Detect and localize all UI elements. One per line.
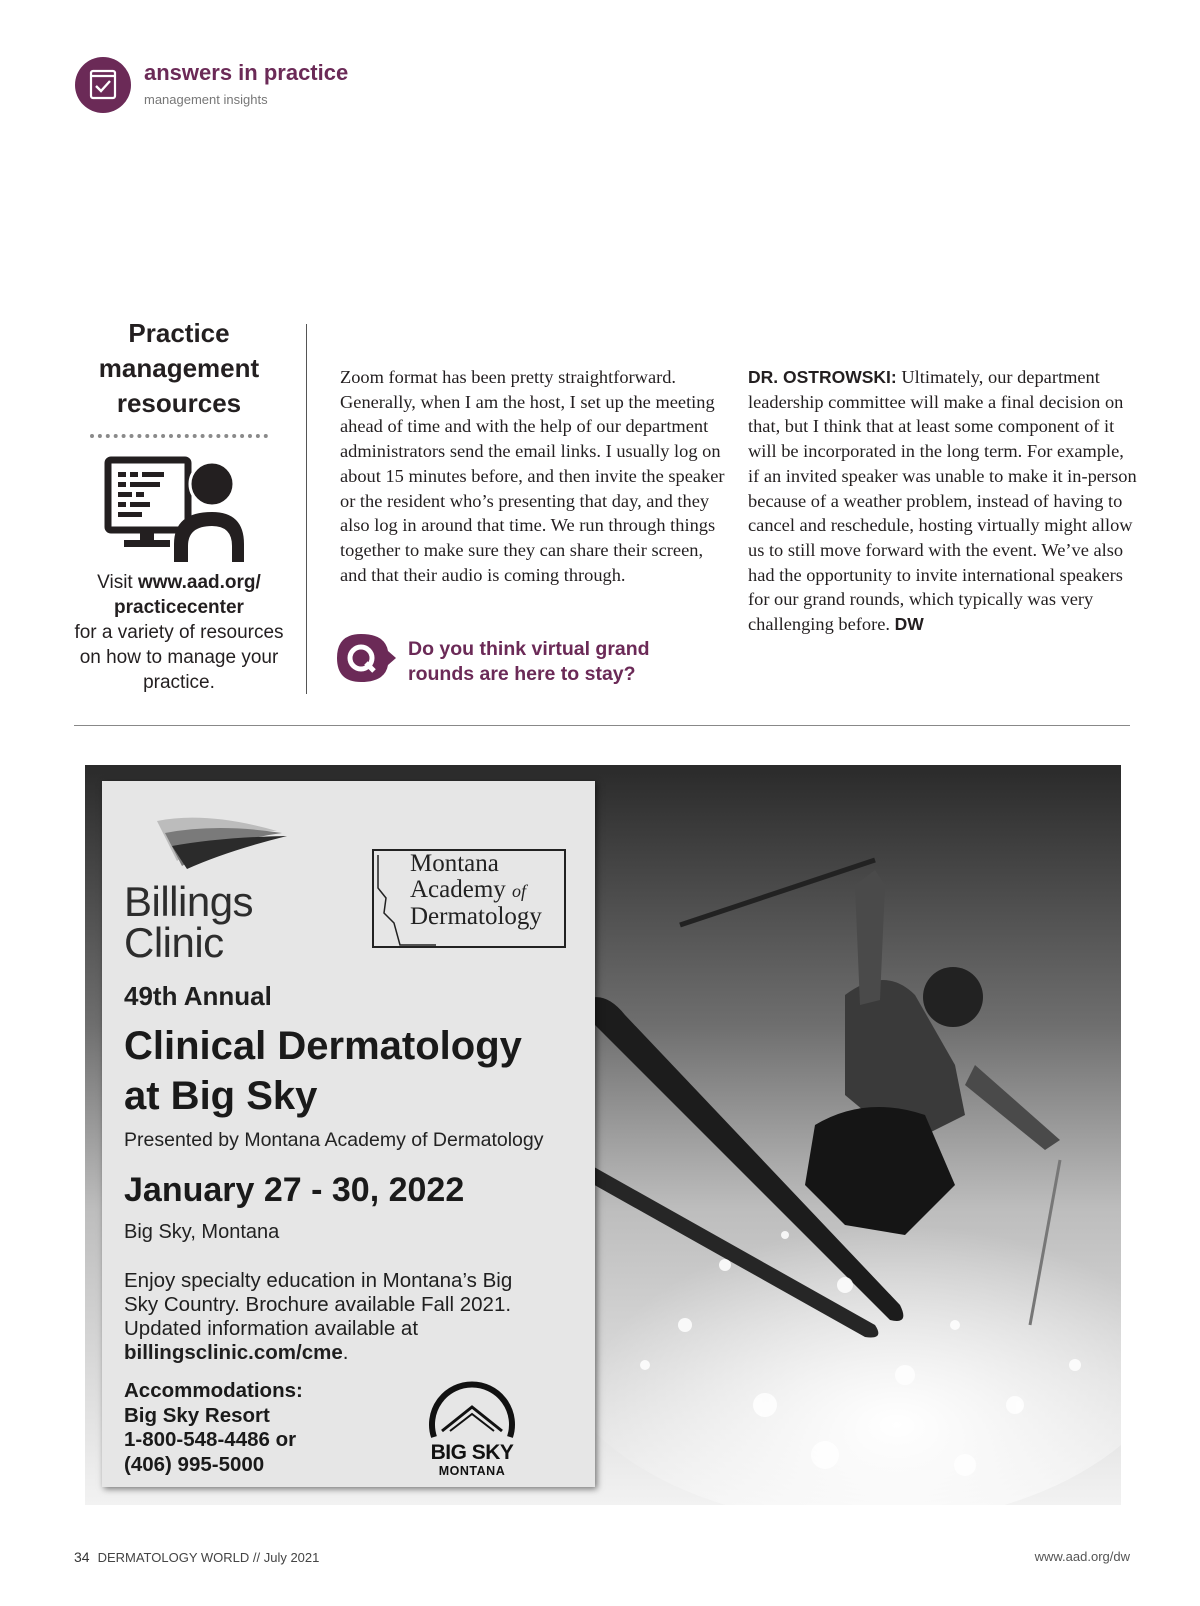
billings-line2: Clinic [124,919,224,966]
vertical-divider [306,324,307,694]
visit-prefix: Visit [97,572,138,593]
big-sky-logo-sub: MONTANA [438,1464,506,1478]
event-title-line1: Clinical Dermatology [124,1024,522,1068]
event-presenter: Presented by Montana Academy of Dermatology [124,1129,544,1151]
section-subtitle: management insights [144,92,268,107]
footer-url[interactable]: www.aad.org/dw [1034,1549,1130,1564]
academy-line2: Academy [410,876,506,903]
section-badge [75,57,131,113]
event-description [124,1269,544,1365]
answer-text: Ultimately, our department leadership committee will make a final decision on that, but I think that at least some component of it will be incorporated in the long term. For example, if an invited speaker was unable to make it in-person because of a weather problem, instead of having to cancel and reschedule, hosting virtually might allow us to still move forward with the event. We’ve also had the opportunity to invite international speakers for our grand rounds, which typically was very challenging before. [748,367,1137,635]
resort-name: Big Sky Resort [124,1403,270,1427]
accommodations-label: Accommodations: [124,1379,303,1402]
article-column-2 [748,365,1138,637]
question-icon [336,633,398,688]
resort-phone-2[interactable]: (406) 995-5000 [124,1452,265,1476]
event-title-line2: at Big Sky [124,1074,318,1118]
sidebar-description: for a variety of resources on how to manage your practice. [74,622,284,693]
billings-clinic-logo [124,878,254,966]
practicecenter-link[interactable]: www.aad.org/ [138,572,261,593]
big-sky-mountain-icon [412,1359,532,1441]
academy-line1: Montana [410,850,499,877]
event-location: Big Sky, Montana [124,1221,280,1243]
speaker-name: DR. OSTROWSKI: [748,367,897,387]
sidebar-title: Practice management resources [98,318,260,418]
website-period: . [342,1341,349,1364]
question-text: Do you think virtual grand rounds are here to stay? [408,638,650,685]
big-sky-logo-name: BIG SKY [430,1441,514,1464]
page-number: 34 [74,1549,90,1565]
section-title: answers in practice [144,60,349,85]
event-card [102,781,595,1487]
event-annual: 49th Annual [124,981,272,1011]
event-description-text: Enjoy specialty education in Montana’s Big Sky Country. Brochure available Fall 2021. Updated information available at [124,1269,513,1340]
resort-phone-1[interactable]: 1-800-548-4486 or [124,1428,297,1451]
academy-logo-text [410,851,542,930]
event-dates: January 27 - 30, 2022 [124,1171,465,1209]
computer-user-icon [104,454,254,569]
academy-line3: Dermatology [410,903,542,930]
article-column-1: Zoom format has been pretty straightforward. Generally, when I am the host, I set up the meeting ahead of time and with the help of our department administrators send the email links. I usually log on about 15 minutes before, and then invite the speaker or the resident who’s presenting that day, and they also log in around that time. We run through things together to make sure they can share their screen, and that their audio is coming through. [340,367,725,585]
accommodations [124,1379,354,1477]
academy-of: of [512,881,527,901]
end-mark: DW [894,614,924,635]
event-title [124,1021,594,1121]
dotted-divider [90,434,268,438]
event-website-link[interactable]: billingsclinic.com/cme [124,1341,343,1364]
billings-line1: Billings [124,878,254,925]
footer-left [74,1549,319,1565]
practicecenter-link-cont[interactable]: practicecenter [114,597,244,618]
sidebar-visit-text [70,570,288,695]
advertisement[interactable] [85,765,1121,1505]
publication-info: DERMATOLOGY WORLD // July 2021 [97,1550,320,1565]
horizontal-divider [74,725,1130,726]
checklist-icon [75,57,131,113]
billings-flag-logo [147,811,287,871]
